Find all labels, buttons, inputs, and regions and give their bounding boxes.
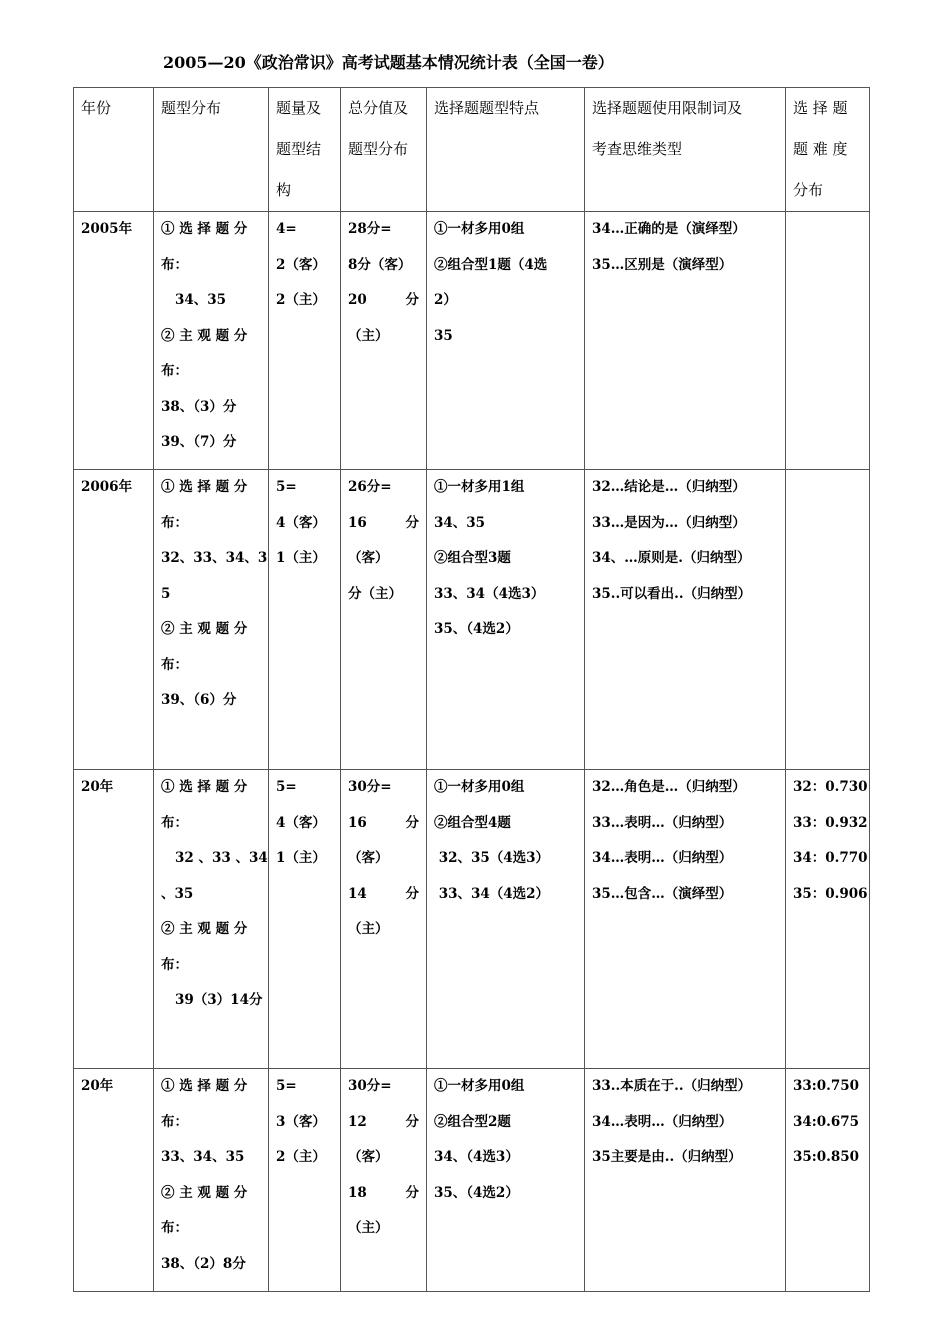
count-cell: 5= 3（客） 2（主） <box>269 1069 341 1292</box>
header-type-distribution: 题型分布 <box>154 88 269 212</box>
score-cell: 30分= 12 分 （客） 18 分 （主） <box>341 1069 427 1292</box>
restrict-words-cell: 33..本质在于..（归纳型） 34…表明…（归纳型） 35主要是由..（归纳型） <box>585 1069 786 1292</box>
header-row <box>74 88 870 212</box>
restrict-words-cell: 34…正确的是（演绎型） 35…区别是（演绎型） <box>585 212 786 470</box>
type-distribution-cell: ① 选 择 题 分 布： 32 、33 、34 、35 ② 主 观 题 分 布： 39（3）14分 <box>154 770 269 1069</box>
count-cell: 4= 2（客） 2（主） <box>269 212 341 470</box>
difficulty-cell: 33:0.750 34:0.675 35:0.850 <box>786 1069 870 1292</box>
score-cell: 28分= 8分（客） 20 分 （主） <box>341 212 427 470</box>
restrict-words-cell: 32…角色是…（归纳型） 33…表明…（归纳型） 34…表明…（归纳型） 35…包含…（演绎型） <box>585 770 786 1069</box>
score-cell: 26分= 16 分 （客） 分（主） <box>341 470 427 770</box>
year-cell: 2006年 <box>74 470 154 770</box>
statistics-table <box>73 87 870 1292</box>
choice-feature-cell: ①一材多用1组 34、35 ②组合型3题 33、34（4选3） 35、（4选2） <box>427 470 585 770</box>
difficulty-cell <box>786 212 870 470</box>
difficulty-cell: 32：0.730 33：0.932 34：0.770 35：0.906 <box>786 770 870 1069</box>
type-distribution-cell: ① 选 择 题 分 布： 33、34、35 ② 主 观 题 分 布： 38、（2）8分 <box>154 1069 269 1292</box>
header-choice-feature: 选择题题型特点 <box>427 88 585 212</box>
type-distribution-cell: ① 选 择 题 分 布： 34、35 ② 主 观 题 分 布： 38、（3）分 39、（7）分 <box>154 212 269 470</box>
table-row <box>74 770 870 1069</box>
header-restrict-words: 选择题题使用限制词及 考查思维类型 <box>585 88 786 212</box>
table-row <box>74 1069 870 1292</box>
header-count: 题量及 题型结 构 <box>269 88 341 212</box>
header-year: 年份 <box>74 88 154 212</box>
header-difficulty: 选 择 题 题 难 度 分布 <box>786 88 870 212</box>
table-row <box>74 212 870 470</box>
count-cell: 5= 4（客） 1（主） <box>269 470 341 770</box>
score-cell: 30分= 16 分 （客） 14 分 （主） <box>341 770 427 1069</box>
count-cell: 5= 4（客） 1（主） <box>269 770 341 1069</box>
choice-feature-cell: ①一材多用0组 ②组合型1题（4选 2） 35 <box>427 212 585 470</box>
difficulty-cell <box>786 470 870 770</box>
year-cell: 2005年 <box>74 212 154 470</box>
choice-feature-cell: ①一材多用0组 ②组合型2题 34、（4选3） 35、（4选2） <box>427 1069 585 1292</box>
header-score: 总分值及 题型分布 <box>341 88 427 212</box>
choice-feature-cell: ①一材多用0组 ②组合型4题 32、35（4选3） 33、34（4选2） <box>427 770 585 1069</box>
type-distribution-cell: ① 选 择 题 分 布： 32、33、34、3 5 ② 主 观 题 分 布： 39、（6）分 <box>154 470 269 770</box>
page-title: 2005—20《政治常识》高考试题基本情况统计表（全国一卷） <box>163 53 614 72</box>
table-row <box>74 470 870 770</box>
year-cell: 20年 <box>74 1069 154 1292</box>
restrict-words-cell: 32…结论是…（归纳型） 33…是因为…（归纳型） 34、…原则是.（归纳型） 35..可以看出..（归纳型） <box>585 470 786 770</box>
year-cell: 20年 <box>74 770 154 1069</box>
